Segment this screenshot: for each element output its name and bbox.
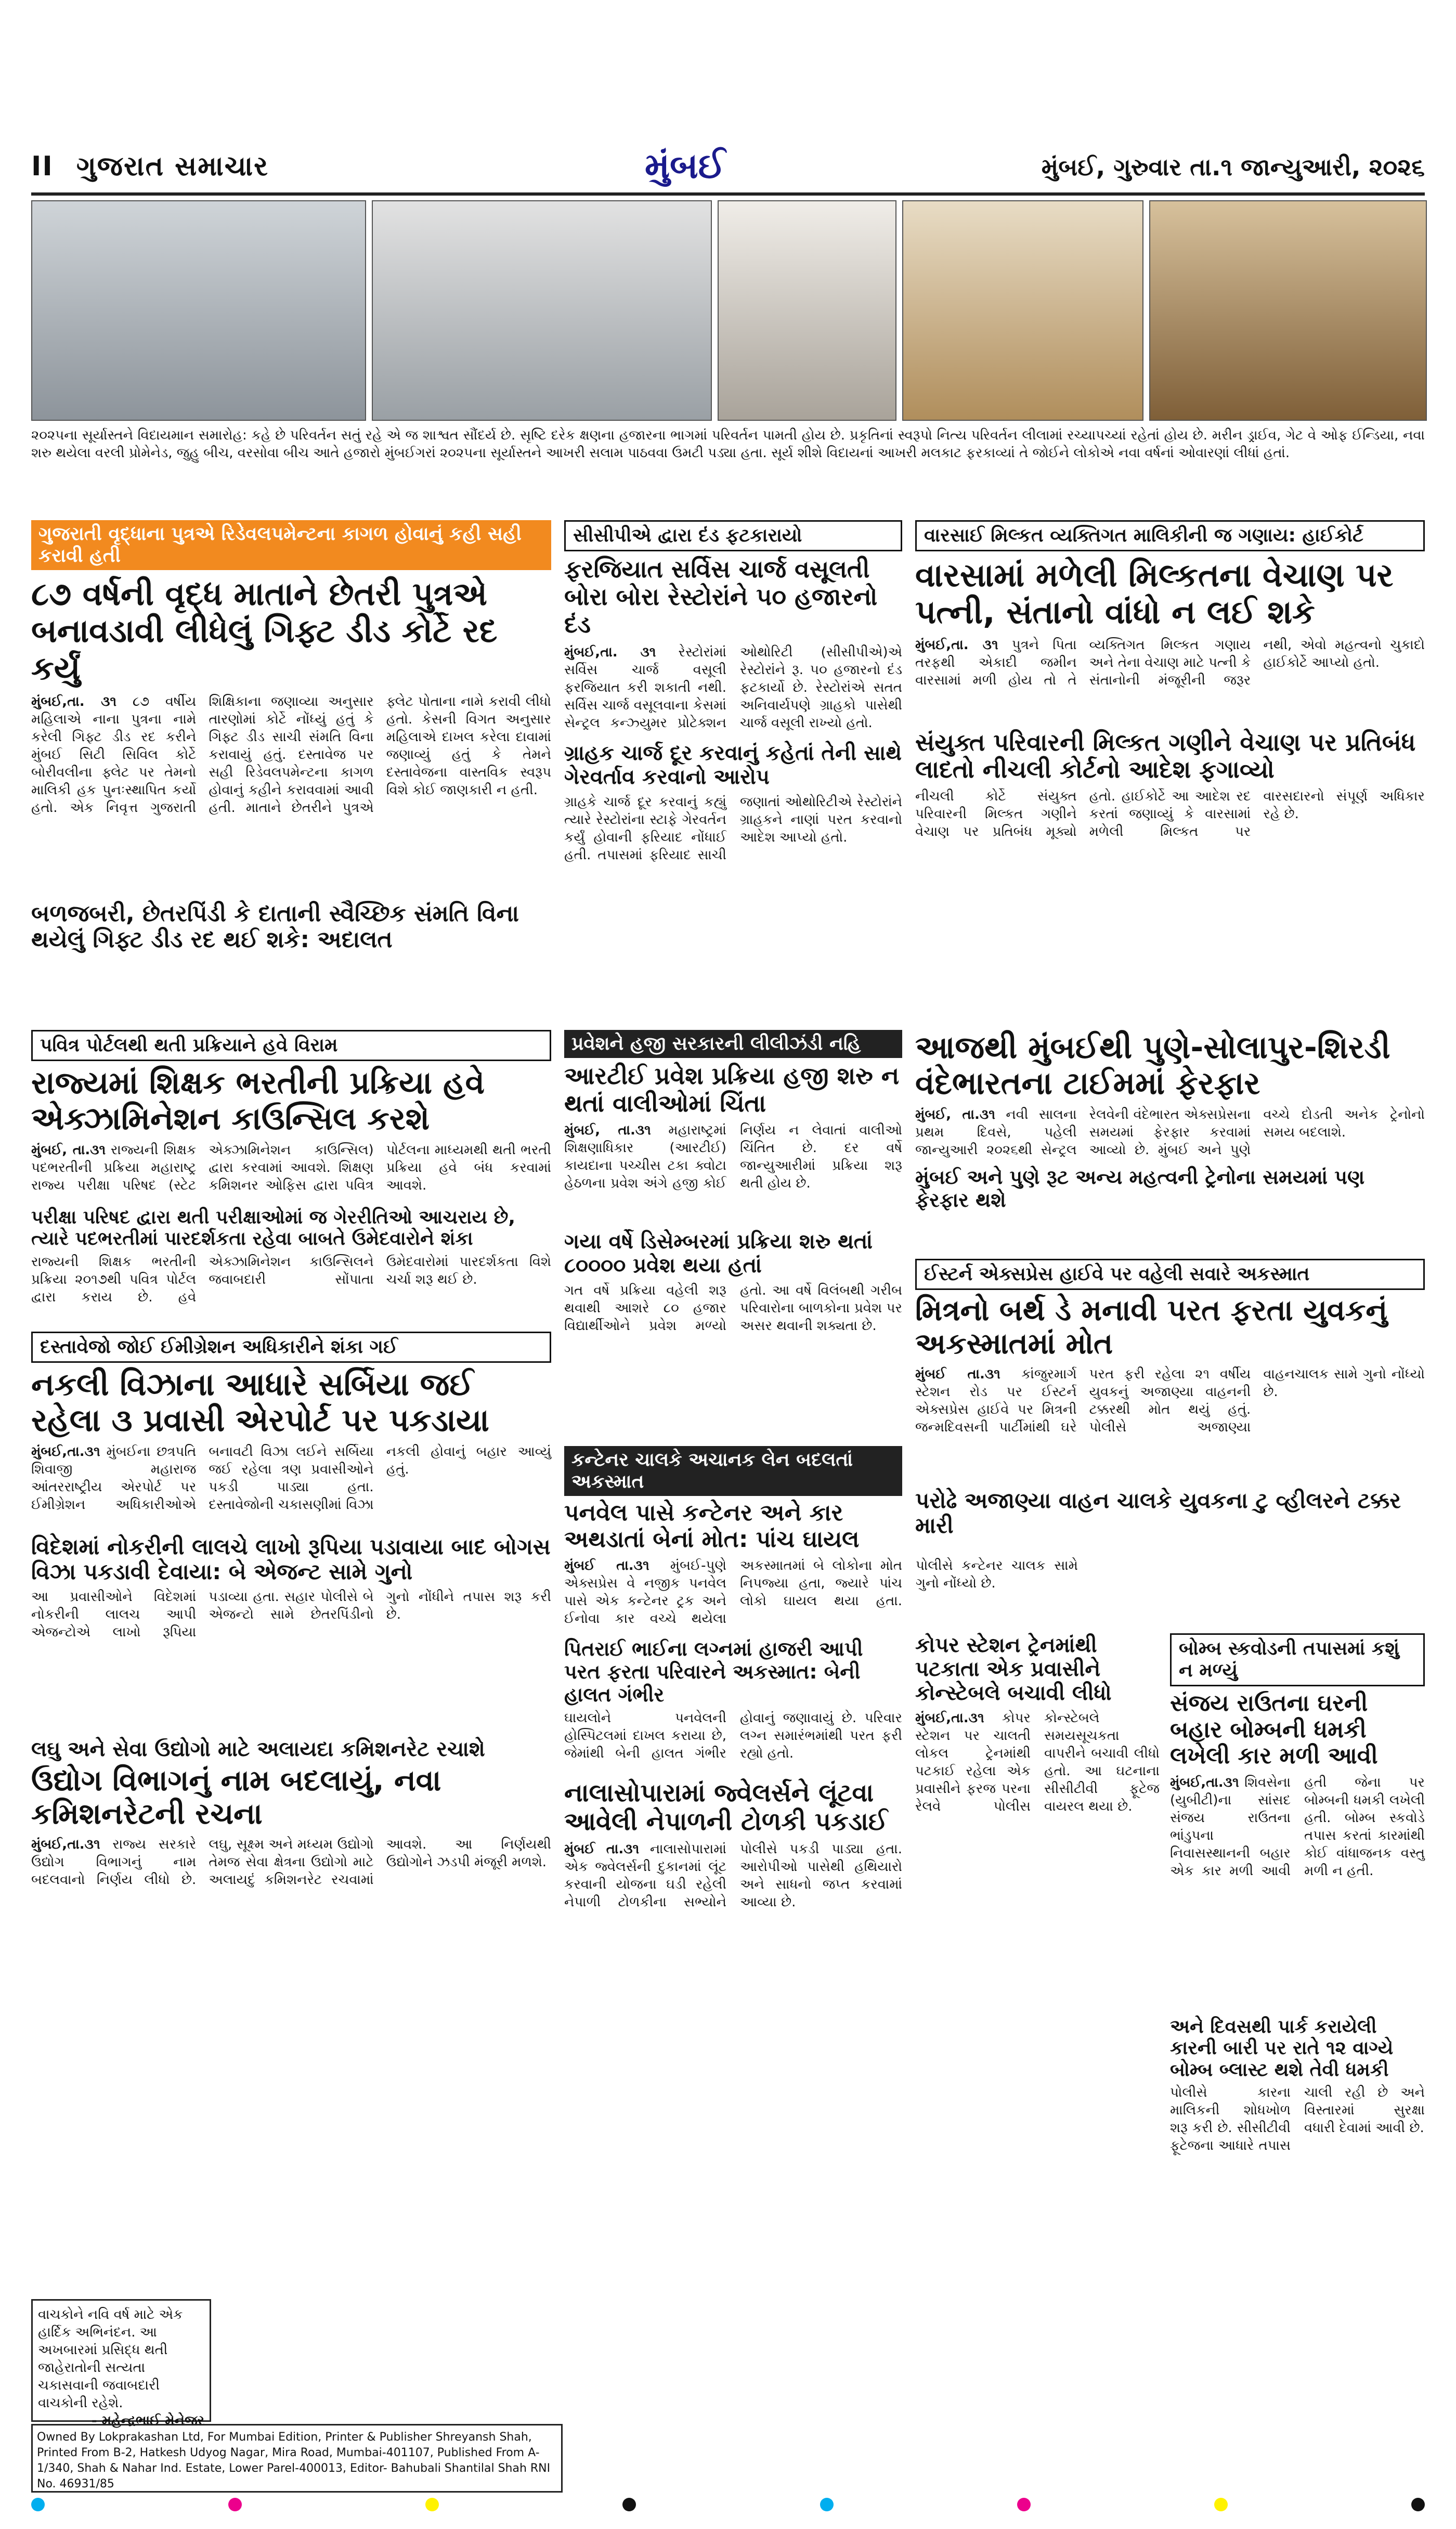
page-number: II: [31, 151, 54, 182]
cyan-dot: [31, 2498, 45, 2511]
story-dateline: મુંબઈ,તા. ૩૧: [915, 637, 998, 653]
story-headline: સંજય રાઉતના ઘરની બહાર બોમ્બની ધમકી લખેલી કાર મળી આવી: [1170, 1690, 1378, 1770]
story-raut-bomb-threat: [1170, 1633, 1425, 2372]
story-subhead: સંયુક્ત પરિવારની મિલ્કત ગણીને વેચાણ પર પ્રતિબંધ લાદતો નીચલી કોર્ટનો આદેશ ફગાવ્યો: [915, 728, 1416, 784]
story-kopar-rescue: [915, 1633, 1160, 2372]
story-headline: ઉદ્યોગ વિભાગનું નામ બદલાયું, નવા કમિશનરેટની રચના: [31, 1764, 441, 1831]
story-dateline: મુંબઈ,તા.૩૧: [31, 1444, 100, 1460]
masthead: [31, 146, 1425, 196]
story-gift-deed: [31, 520, 551, 1020]
story-kicker: કન્ટેનર ચાલકે અચાનક લેન બદલતાં અકસ્માત: [564, 1446, 902, 1496]
city-title: મુંબઈ: [645, 146, 726, 187]
story-headline: ફરજિયાત સર્વિસ ચાર્જ વસૂલતી બોરા બોરા રેસ્ટોરાંને ૫૦ હજારનો દંડ: [564, 555, 878, 638]
photo-gateway-of-india: [31, 200, 366, 421]
story-dateline: મુંબઈ,તા.૩૧: [915, 1710, 984, 1726]
story-headline: વારસામાં મળેલી મિલ્કતના વેચાણ પર પત્ની, સંતાનો વાંધો ન લઈ શકે: [915, 556, 1394, 631]
paper-name: ગુજરાત સમાચાર: [76, 151, 269, 182]
story-text: પુત્રને પિતા તરફથી એકાદી જમીન વારસામાં મળી હોય તો તે વ્યક્તિગત મિલ્કત ગણાય અને તેના વેચાણ માટે પત્ની કે સંતાનોની મંજૂરીની જરૂર નથી, એવો મહત્વનો ચુકાદો હાઈકોર્ટે આપ્યો હતો.: [915, 637, 1425, 688]
story-kicker: લઘુ અને સેવા ઉદ્યોગો માટે અલાયદા કમિશનરેટ રચાશે: [31, 1737, 485, 1761]
story-headline: નાલાસોપારામાં જ્વેલર્સને લૂંટવા આવેલી નેપાળની ટોળકી પકડાઈ: [564, 1778, 888, 1837]
story-text: ૮૭ વર્ષીય મહિલાએ નાના પુત્રના નામે કરેલી ગિફ્ટ ડીડ રદ કરીને મુંબઈ સિટી સિવિલ કોર્ટે બોરીવલીના ફ્લેટ પર તેમનો માલિકી હક પુનઃસ્થાપિત કર્યો હતો. એક નિવૃત્ત ગુજરાતી શિક્ષિકાના જણાવ્યા અનુસાર તારણોમાં કોર્ટે નોંધ્યું હતું કે ગિફ્ટ ડીડ સાચી સંમતિ વિના કરાવાયું હતું. દસ્તાવેજ પર સહી રિડેવલપમેન્ટના કાગળ હોવાનું કહીને કરાવવામાં આવી હતી. માતાને છેતરીને પુત્રએ ફ્લેટ પોતાના નામે કરાવી લીધો હતો. કેસની વિગત અનુસાર મહિલાએ દાખલ કરેલા દાવામાં જણાવ્યું હતું કે તેમને દસ્તાવેજના વાસ્તવિક સ્વરૂપ વિશે કોઈ જાણકારી ન હતી.: [31, 693, 551, 816]
reader-notice-text: વાચકોને નવિ વર્ષ માટે એક હાર્દિક અભિનંદન. આ અખબારમાં પ્રસિદ્ધ થતી જાહેરાતોની સત્યતા ચકાસવાની જવાબદારી વાચકોની રહેશે.: [38, 2307, 183, 2411]
story-kicker: પ્રવેશને હજી સરકારની લીલીઝંડી નહિ: [564, 1030, 902, 1058]
story-dateline: મુંબઈ,તા.૩૧: [31, 1836, 100, 1852]
story-dateline: મુંબઈ તા.૩૧: [564, 1558, 649, 1574]
story-subhead: વિદેશમાં નોકરીની લાલચે લાખો રૂપિયા પડાવાયા બાદ બોગસ વિઝા પકડાવી દેવાયા: બે એજન્ટ સામે ગુનો: [31, 1534, 551, 1585]
page-number-and-paper: [31, 151, 269, 183]
story-body-2: આ પ્રવાસીઓને વિદેશમાં નોકરીની લાલચ આપી એજન્ટોએ લાખો રૂપિયા પડાવ્યા હતા. સહાર પોલીસે બે એજન્ટો સામે છેતરપિંડીનો ગુનો નોંધીને તપાસ શરૂ કરી છે.: [31, 1589, 551, 1640]
story-kicker: પવિત્ર પોર્ટલથી થતી પ્રક્રિયાને હવે વિરામ: [31, 1030, 551, 1061]
story-subhead: પરીક્ષા પરિષદ દ્વારા થતી પરીક્ષાઓમાં જ ગેરરીતિઓ આચરાય છે, ત્યારે પદભરતીમાં પારદર્શકતા રહેવા બાબતે ઉમેદવારોને શંકા: [31, 1207, 516, 1250]
story-text: રાજ્ય સરકારે ઉદ્યોગ વિભાગનું નામ બદલવાનો નિર્ણય લીધો છે. લઘુ, સૂક્ષ્મ અને મધ્યમ ઉદ્યોગો તેમજ સેવા ક્ષેત્રના ઉદ્યોગો માટે અલાયદું કમિશનરેટ રચવામાં આવશે. આ નિર્ણયથી ઉદ્યોગોને ઝડપી મંજૂરી મળશે.: [31, 1836, 551, 1888]
story-body: [915, 636, 1425, 725]
black-dot: [622, 2498, 636, 2511]
story-body: [915, 1709, 1160, 2333]
story-text: નાલાસોપારામાં એક જ્વેલર્સની દુકાનમાં લૂંટ કરવાની યોજના ઘડી રહેલી નેપાળી ટોળકીના સભ્યોને પોલીસે પકડી પાડ્યા હતા. આરોપીઓ પાસેથી હથિયારો અને સાધનો જપ્ત કરવામાં આવ્યા છે.: [564, 1841, 902, 1911]
photo-silhouettes: [1149, 200, 1427, 421]
story-body: [564, 1121, 902, 1225]
story-headline: ૮૭ વર્ષની વૃદ્ધ માતાને છેતરી પુત્રએ બનાવડાવી લીધેલું ગિફ્ટ ડીડ કોર્ટે રદ કર્યું: [31, 575, 498, 687]
story-body-2: ઘાયલોને પનવેલની હોસ્પિટલમાં દાખલ કરાયા છે, જેમાંથી બેની હાલત ગંભીર હોવાનું જણાવાયું છે. પરિવાર લગ્ન સમારંભમાંથી પરત ફરી રહ્યો હતો.: [564, 1710, 902, 1762]
story-text: કાંજુરમાર્ગ સ્ટેશન રોડ પર ઈસ્ટર્ન એક્સપ્રેસ હાઈવે પર મિત્રની જન્મદિવસની પાર્ટીમાંથી ઘરે પરત ફરી રહેલા ૨૧ વર્ષીય યુવકનું અજાણ્યા વાહનની ટક્કરથી મોત થયું હતું. પોલીસે અજાણ્યા વાહનચાલક સામે ગુનો નોંધ્યો છે.: [915, 1366, 1425, 1435]
story-dateline: મુંબઈ તા.૩૧: [915, 1366, 1000, 1382]
yellow-dot: [425, 2498, 439, 2511]
story-headline: કોપર સ્ટેશન ટ્રેનમાંથી પટકાતા એક પ્રવાસીને કોન્સ્ટેબલે બચાવી લીધો: [915, 1633, 1112, 1705]
story-nalasopara-gang: [564, 1779, 902, 2372]
magenta-dot: [228, 2498, 242, 2511]
story-body-2: ગત વર્ષે પ્રક્રિયા વહેલી શરૂ થવાથી આશરે ૮૦ હજાર વિદ્યાર્થીઓને પ્રવેશ મળ્યો હતો. આ વર્ષે વિલંબથી ગરીબ પરિવારોના બાળકોના પ્રવેશ પર અસર થવાની શક્યતા છે.: [564, 1282, 902, 1334]
story-kicker: બોમ્બ સ્કવોડની તપાસમાં કશું ન મળ્યું: [1170, 1633, 1425, 1686]
story-service-charge: [564, 520, 902, 1020]
story-headline: રાજ્યમાં શિક્ષક ભરતીની પ્રક્રિયા હવે એક્ઝામિનેશન કાઉન્સિલ કરશે: [31, 1065, 485, 1137]
story-body: [915, 1106, 1425, 1163]
reader-notice: [31, 2299, 211, 2429]
story-text: મુંબઈના છત્રપતિ શિવાજી મહારાજ આંતરરાષ્ટ્રીય એરપોર્ટ પર ઈમીગ્રેશન અધિકારીઓએ બનાવટી વિઝા લઈને સર્બિયા જઈ રહેલા ત્રણ પ્રવાસીઓને પકડી પાડ્યા હતા. દસ્તાવેજોની ચકાસણીમાં વિઝા નકલી હોવાનું બહાર આવ્યું હતું.: [31, 1444, 551, 1513]
photo-marine-drive-crowd: [372, 200, 712, 421]
story-body: [564, 643, 902, 737]
story-subhead: ગ્રાહક ચાર્જ દૂર કરવાનું કહેતાં તેની સાથે ગેરવર્તાવ કરવાનો આરોપ: [564, 741, 902, 789]
story-text: રાજ્યની શિક્ષક પદભરતીની પ્રક્રિયા મહારાષ્ટ્ર રાજ્ય પરીક્ષા પરિષદ (સ્ટેટ એક્ઝામિનેશન કાઉન્સિલ) દ્વારા કરવામાં આવશે. શિક્ષણ કમિશનર ઓફિસ દ્વારા પવિત્ર પોર્ટલના માધ્યમથી થતી ભરતી પ્રક્રિયા હવે બંધ કરવામાં આવશે.: [31, 1142, 551, 1193]
story-kicker: ગુજરાતી વૃદ્ધાના પુત્રએ રિડેવલપમેન્ટના કાગળ હોવાનું કહી સહી કરાવી હતી: [31, 520, 551, 570]
story-subhead: પિતરાઈ ભાઈના લગ્નમાં હાજરી આપી પરત ફરતા પરિવારને અકસ્માત: બેની હાલત ગંભીર: [564, 1637, 863, 1706]
story-headline: નકલી વિઝાના આધારે સર્બિયા જઈ રહેલા ૩ પ્રવાસી એરપોર્ટ પર પકડાયા: [31, 1366, 489, 1439]
story-headline: આરટીઈ પ્રવેશ પ્રક્રિયા હજી શરુ ન થતાં વાલીઓમાં ચિંતા: [564, 1062, 900, 1117]
story-dateline: મુંબઈ, તા.૩૧: [564, 1122, 651, 1138]
story-body-2: નીચલી કોર્ટે સંયુક્ત પરિવારની મિલ્કત ગણીને વેચાણ પર પ્રતિબંધ મૂક્યો હતો. હાઈકોર્ટે આ આદેશ રદ કરતાં જણાવ્યું કે વારસામાં મળેલી મિલ્કત પર વારસદારનો સંપૂર્ણ અધિકાર રહે છે.: [915, 789, 1425, 840]
story-subhead: ગયા વર્ષે ડિસેમ્બરમાં પ્રક્રિયા શરુ થતાં ૮૦૦૦૦ પ્રવેશ થયા હતાં: [564, 1229, 873, 1278]
story-dateline: મુંબઈ,તા.૩૧: [1170, 1774, 1239, 1790]
story-text: મુંબઈ-પુણે એક્સપ્રેસ વે નજીક પનવેલ પાસે એક કન્ટેનર ટ્રક અને ઈનોવા કાર વચ્ચે થયેલા અકસ્માતમાં બે લોકોના મોત નિપજ્યા હતા, જ્યારે પાંચ લોકો ઘાયલ થયા હતા. પોલીસે કન્ટેનર ચાલક સામે ગુનો નોંધ્યો છે.: [564, 1558, 1078, 1627]
photo-caption: ૨૦૨૫ના સૂર્યાસ્તને વિદાયમાન સમારોહ: કહે છે પરિવર્તન સતું રહે એ જ શાશ્વત સૌંદર્ય છે. સૃષ્ટિ દરેક ક્ષણના હજારના ભાગમાં પરિવર્તન પામતી હોય છે. પ્રકૃતિનાં સ્વરૂપો નિત્ય પરિવર્તન લીલામાં રચ્યાપચ્યાં રહેતાં હોય છે. મરીન ડ્રાઈવ, ગેટ વે ઓફ ઈન્ડિયા, નવા શરુ થયેલા વરલી પ્રોમેનેડ, જુહુ બીચ, વરસોવા બીચ આતે હજારો મુંબઈગરાં ૨૦૨૫ના સૂર્યાસ્તને આખરી સલામ પાઠવવા ઉમટી પડ્યા હતા. સૂર્ય શીશે વિદાયનાં આખરી મલકાટ ફરકાવ્યાં તે જોઈને લોકોએ નવા વર્ષનાં ઓવારણાં લીધાં હતાં.: [31, 428, 1425, 461]
story-headline: પનવેલ પાસે કન્ટેનર અને કાર અથડાતાં બેનાં મોત: પાંચ ઘાયલ: [564, 1500, 860, 1553]
story-body: [1170, 1774, 1425, 2013]
story-subhead: બળજબરી, છેતરપિંડી કે દાતાની સ્વૈચ્છિક સંમતિ વિના થયેલું ગિફ્ટ ડીડ રદ થઈ શકે: અદાલત: [31, 900, 519, 953]
story-dateline: મુંબઈ તા.૩૧: [564, 1841, 640, 1857]
story-body: [915, 1365, 1425, 1485]
story-rte-admission: [564, 1030, 902, 1436]
story-body-2: રાજ્યની શિક્ષક ભરતીની પ્રક્રિયા ૨૦૧૭થી પવિત્ર પોર્ટલ દ્વારા કરાય છે. હવે એક્ઝામિનેશન કાઉન્સિલને જવાબદારી સોંપાતા ઉમેદવારોમાં પારદર્શકતા વિશે ચર્ચા શરૂ થઈ છે.: [31, 1254, 551, 1305]
story-kicker: સીસીપીએ દ્વારા દંડ ફટકારાયો: [564, 520, 902, 551]
story-body: [564, 1840, 902, 2308]
black-dot: [1411, 2498, 1425, 2511]
story-body: [31, 693, 551, 896]
story-headline: આજથી મુંબઈથી પુણે-સોલાપુર-શિરડી વંદેભારતના ટાઈમમાં ફેરફાર: [915, 1029, 1390, 1102]
story-subhead: અને દિવસથી પાર્ક કરાયેલી કારની બારી પર રાતે ૧૨ વાગ્યે બોમ્બ બ્લાસ્ટ થશે તેવી ધમકી: [1170, 2016, 1394, 2081]
story-text: શિવસેના (યુબીટી)ના સાંસદ સંજય રાઉતના ભાંડુપના નિવાસસ્થાનની બહાર એક કાર મળી આવી હતી જેના પર બોમ્બની ધમકી લખેલી હતી. બોમ્બ સ્કવોડે તપાસ કરતાં કારમાંથી કોઈ વાંધાજનક વસ્તુ મળી ન હતી.: [1170, 1774, 1425, 1879]
story-text: કોપર સ્ટેશન પર ચાલતી લોકલ ટ્રેનમાંથી પટકાઈ રહેલા એક પ્રવાસીને ફરજ પરના રેલવે પોલીસ કોન્સ્ટેબલે સમયસૂચકતા વાપરીને બચાવી લીધો હતો. આ ઘટનાના સીસીટીવી ફૂટેજ વાયરલ થયા છે.: [915, 1710, 1160, 1814]
story-dateline: મુંબઈ, તા.૩૧: [31, 1142, 106, 1158]
reader-notice-sign: - મહેન્દ્રભાઈ મેનેજર: [91, 2413, 204, 2429]
story-teacher-recruitment: [31, 1030, 551, 1321]
story-dateline: મુંબઈ,તા. ૩૧: [31, 693, 117, 709]
story-dateline: મુંબઈ, તા.૩૧: [915, 1107, 995, 1122]
story-fake-visa: [31, 1332, 551, 1727]
date-line: મુંબઈ, ગુરુવાર તા.૧ જાન્યુઆરી, ૨૦૨૬: [1041, 153, 1425, 181]
story-text: નવી સાલના પ્રથમ દિવસે, પહેલી જાન્યુઆરી ૨૦૨૬થી સેન્ટ્રલ રેલવેની વંદેભારત એક્સપ્રેસના સમયમાં ફેરફાર કરવામાં આવ્યો છે. મુંબઈ અને પુણે વચ્ચે દોડતી અનેક ટ્રેનોનો સમય બદલાશે.: [915, 1107, 1425, 1158]
story-kicker: વારસાઈ મિલ્કત વ્યક્તિગત માલિકીની જ ગણાય: હાઈકોર્ટ: [915, 520, 1425, 551]
story-kicker: દસ્તાવેજો જોઈ ઈમીગ્રેશન અધિકારીને શંકા ગઈ: [31, 1332, 551, 1363]
story-subhead: પરોઢે અજાણ્યા વાહન ચાલકે યુવકના ટુ વ્હીલરને ટક્કર મારી: [915, 1487, 1401, 1539]
magenta-dot: [1017, 2498, 1031, 2511]
story-body: [31, 1836, 551, 2241]
cyan-dot: [820, 2498, 834, 2511]
yellow-dot: [1214, 2498, 1228, 2511]
story-inheritance: [915, 520, 1425, 1020]
story-text: રેસ્ટોરાંમાં સર્વિસ ચાર્જ વસૂલી ફરજિયાત કરી શકાતી નથી. સર્વિસ ચાર્જ વસૂલવાના કેસમાં સેન્ટ્રલ કન્ઝ્યુમર પ્રોટેક્શન ઓથોરિટી (સીસીપીએ)એ રેસ્ટોરાંને રૂ. ૫૦ હજારનો દંડ ફટકાર્યો છે. રેસ્ટોરાંએ સતત અનિવાર્યપણે ગ્રાહકો પાસેથી ચાર્જ વસૂલી રાખ્યો હતો.: [564, 644, 902, 731]
story-body: [564, 1557, 1078, 1635]
registration-marks: [31, 2497, 1425, 2512]
story-headline: મિત્રનો બર્થ ડે મનાવી પરત ફરતા યુવકનું અકસ્માતમાં મોત: [915, 1294, 1388, 1361]
imprint-line: Owned By Lokprakashan Ltd, For Mumbai Edition, Printer & Publisher Shreyansh Shah, Printed From B-2, Hatkesh Udyog Nagar, Mira Road, Mumbai-401107, Published From A-1/340, Shah & Nahar Ind. Estate, Lower Parel-400013, Editor- Bahubali Shantilal Shah RNI No. 46931/85: [31, 2424, 563, 2493]
story-kicker: ઈસ્ટર્ન એક્સપ્રેસ હાઈવે પર વહેલી સવારે અકસ્માત: [915, 1259, 1425, 1290]
story-text: મહારાષ્ટ્રમાં શિક્ષણાધિકાર (આરટીઈ) કાયદાના પચ્ચીસ ટકા ક્વોટા હેઠળના પ્રવેશ અંગે હજી કોઈ નિર્ણય ન લેવાતાં વાલીઓ ચિંતિત છે. દર વર્ષે જાન્યુઆરીમાં પ્રક્રિયા શરૂ થતી હોય છે.: [564, 1122, 902, 1191]
story-body-2: પોલીસે કારના માલિકની શોધખોળ શરૂ કરી છે. સીસીટીવી ફૂટેજના આધારે તપાસ ચાલી રહી છે અને વિસ્તારમાં સુરક્ષા વધારી દેવામાં આવી છે.: [1170, 2084, 1425, 2153]
story-industry-commissionerate: [31, 1737, 551, 2289]
story-body: [31, 1141, 551, 1204]
story-dateline: મુંબઈ,તા. ૩૧: [564, 644, 656, 660]
story-body-2: ગ્રાહકે ચાર્જ દૂર કરવાનું કહ્યું ત્યારે રેસ્ટોરાંના સ્ટાફે ગેરવર્તન કર્યું હોવાની ફરિયાદ નોંધાઈ હતી. તપાસમાં ફરિયાદ સાચી જણાતાં ઓથોરિટીએ રેસ્ટોરાંને ગ્રાહકને નાણાં પરત કરવાનો આદેશ આપ્યો હતો.: [564, 794, 902, 863]
story-vande-bharat: [915, 1030, 1425, 1248]
photo-child-sunset: [902, 200, 1143, 421]
story-body: [31, 1443, 551, 1531]
photo-seafront: [718, 200, 896, 421]
story-subhead: મુંબઈ અને પુણે રૂટ અન્ય મહત્વની ટ્રેનોના સમયમાં પણ ફેરફાર થશે: [915, 1166, 1365, 1211]
